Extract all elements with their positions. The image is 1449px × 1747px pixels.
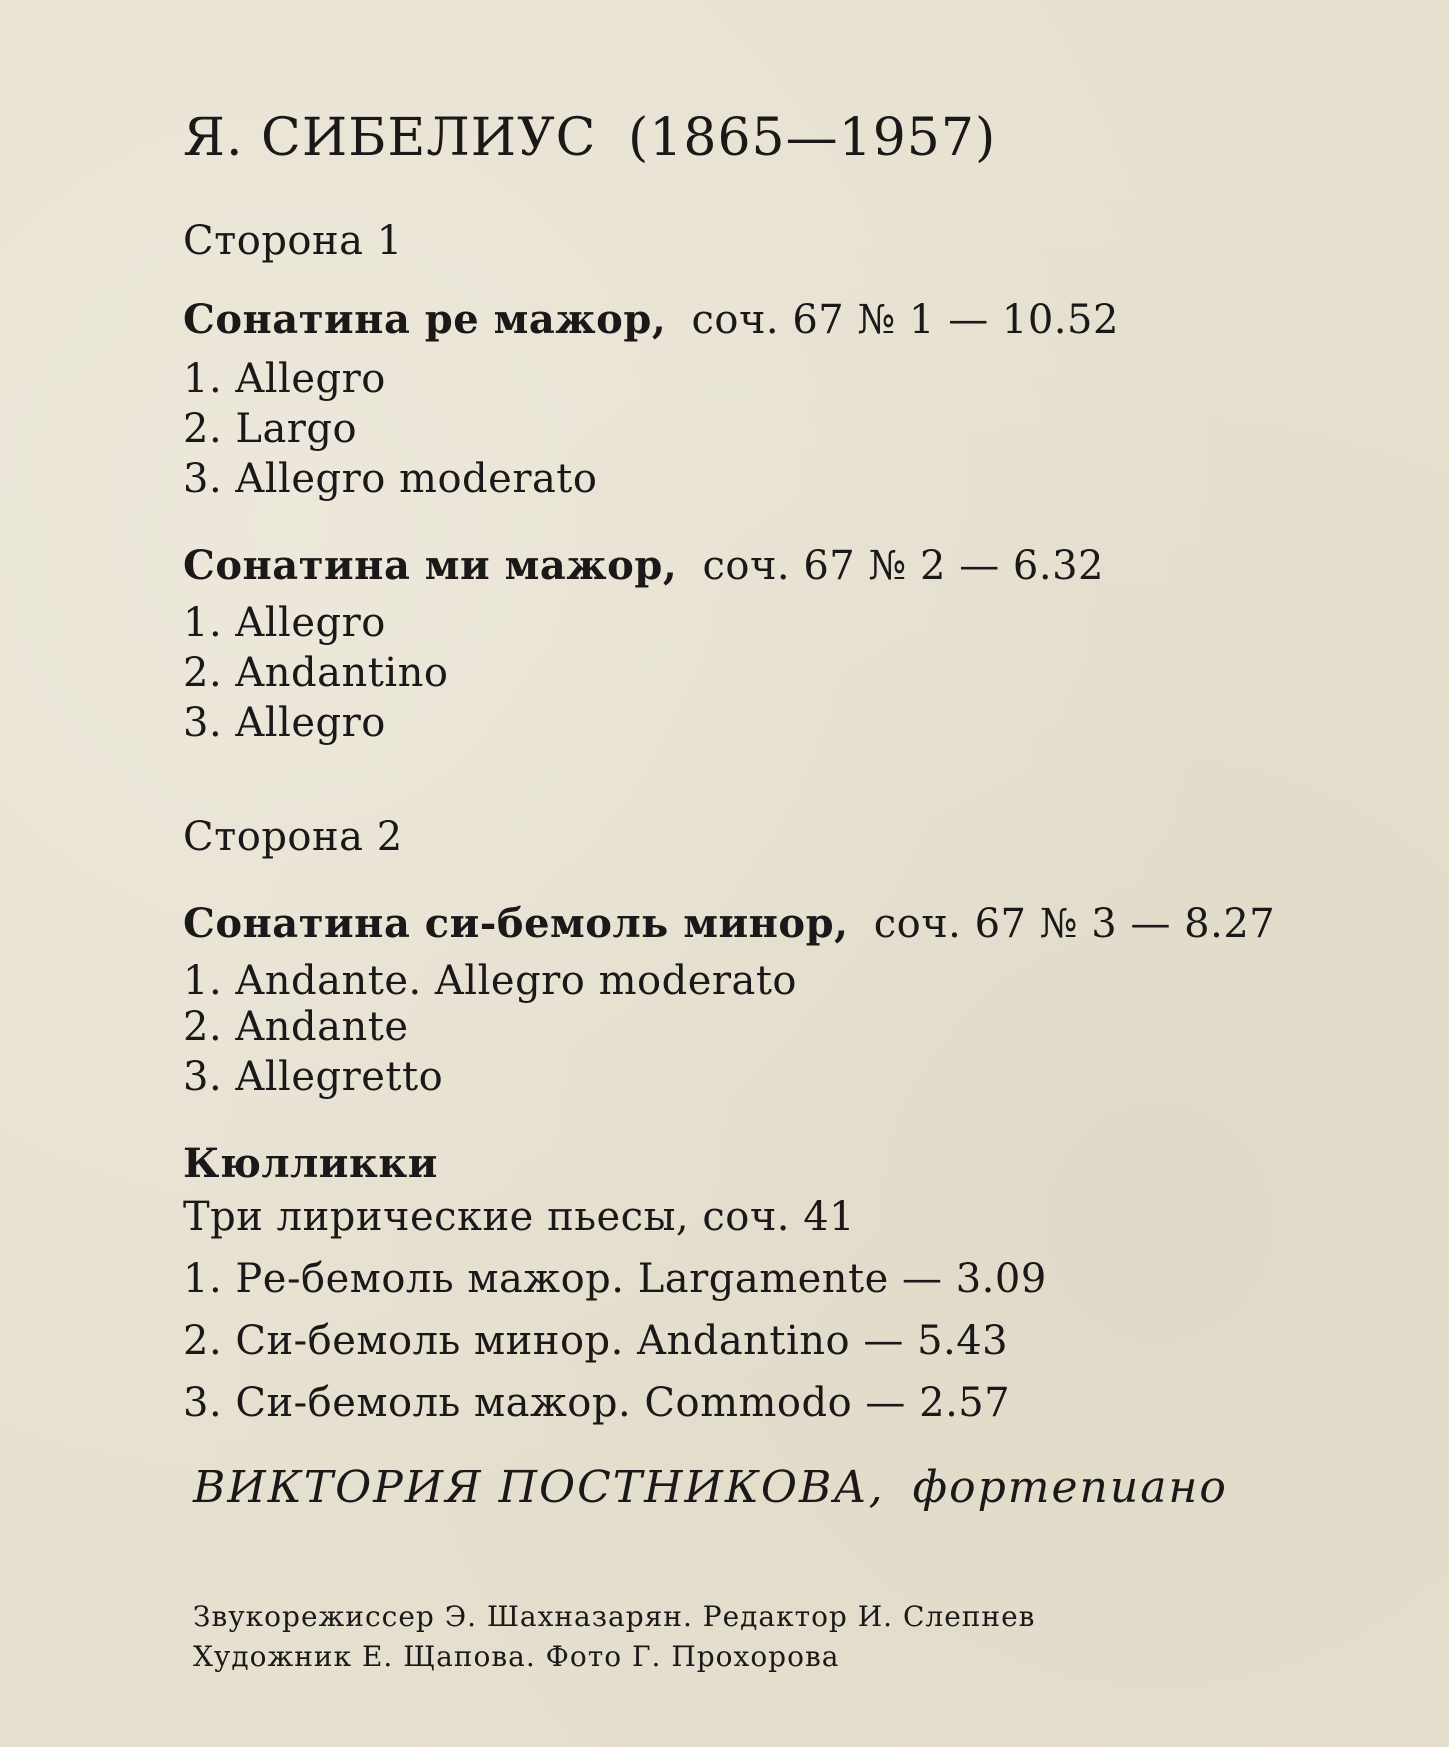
side-1-label: Сторона 1	[183, 218, 403, 264]
work-name: Сонатина си-бемоль минор,	[183, 900, 849, 947]
work-title	[183, 900, 1275, 947]
work-detail: соч. 67 № 3 — 8.27	[873, 901, 1276, 947]
movement: 1. Ре-бемоль мажор. Largamente — 3.09	[183, 1256, 1047, 1302]
movement: 2. Си-бемоль минор. Andantino — 5.43	[183, 1318, 1009, 1364]
movement: 2. Largo	[183, 406, 358, 452]
side-2-label: Сторона 2	[183, 814, 403, 860]
performer-name: ВИКТОРИЯ ПОСТНИКОВА,	[193, 1462, 885, 1513]
work-title	[183, 296, 1119, 343]
work-title	[183, 1140, 438, 1187]
credits-line: Художник Е. Щапова. Фото Г. Прохорова	[193, 1640, 840, 1673]
composer-heading	[183, 108, 996, 168]
movement: 3. Allegretto	[183, 1054, 444, 1100]
composer-years: (1865—1957)	[628, 108, 997, 168]
movement: 1. Allegro	[183, 356, 386, 402]
movement: 2. Andante	[183, 1004, 409, 1050]
work-detail: соч. 67 № 2 — 6.32	[702, 543, 1104, 589]
performer-instrument: фортепиано	[912, 1462, 1228, 1513]
work-name: Сонатина ми мажор,	[183, 542, 678, 589]
work-detail: соч. 67 № 1 — 10.52	[691, 297, 1119, 343]
movement: 3. Allegro moderato	[183, 456, 598, 502]
movement: 3. Allegro	[183, 700, 386, 746]
credits-line: Звукорежиссер Э. Шахназарян. Редактор И. Слепнев	[193, 1600, 1036, 1633]
work-name: Сонатина ре мажор,	[183, 296, 667, 343]
movement: 1. Andante. Allegro moderato	[183, 958, 797, 1004]
performer	[193, 1462, 1228, 1513]
movement: 1. Allegro	[183, 600, 386, 646]
movement: 2. Andantino	[183, 650, 449, 696]
composer-name: Я. СИБЕЛИУС	[183, 108, 597, 168]
movement: 3. Си-бемоль мажор. Commodo — 2.57	[183, 1380, 1011, 1426]
work-name: Кюлликки	[183, 1140, 438, 1187]
work-title	[183, 542, 1104, 589]
work-subtitle: Три лирические пьесы, соч. 41	[183, 1194, 856, 1240]
